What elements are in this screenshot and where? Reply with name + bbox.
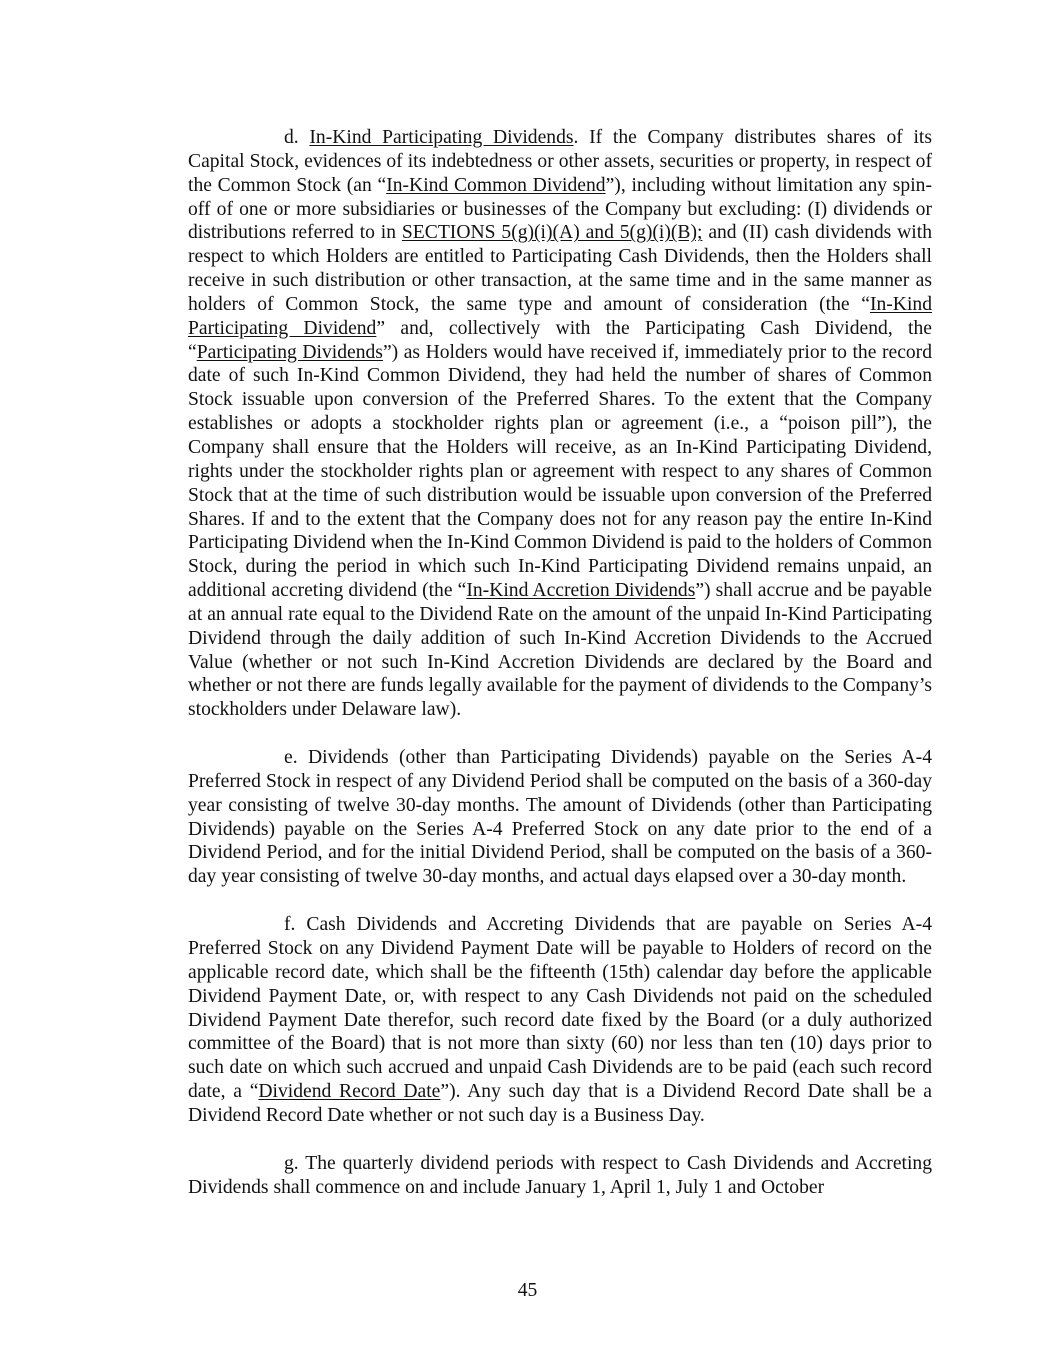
- paragraph-d-text-6: ”) shall accrue and be payable at an annual rate equal to the Dividend Rate on the amount of the unpaid In-Kind Participating Dividend through the daily addition of such In-Kind Accretion Dividends to the Accrued Value (whether or not such In-Kind Accretion Dividends are declared by the Board and whether or not there are funds legally available for the payment of dividends to the Company’s stockholders under Delaware law).: [188, 580, 932, 721]
- paragraph-gap: [188, 722, 932, 746]
- paragraph-g: g. The quarterly dividend periods with respect to Cash Dividends and Accreting Dividends shall commence on and include January 1, April 1, July 1 and October: [188, 1152, 932, 1198]
- paragraph-d-text-4: ” and, collectively with the Participating Cash Dividend, the “: [188, 317, 932, 363]
- paragraph-f-text-2: ”). Any such day that is a Dividend Record Date shall be a Dividend Record Date whether or not such day is a Business Day.: [188, 1081, 932, 1126]
- paragraph-d-text-2: ”), including without limitation any spin-off of one or more subsidiaries or businesses of the Company but excluding: (I) dividends or distributions referred to in: [188, 174, 932, 244]
- paragraph-f: [188, 913, 932, 1128]
- paragraph-f-text-1: f. Cash Dividends and Accreting Dividends that are payable on Series A-4 Preferred Stock on any Dividend Payment Date will be payable to Holders of record on the applicable record date, which shall be the fifteenth (15th) calendar day before the applicable Dividend Payment Date, or, with respect to any Cash Dividends not paid on the scheduled Dividend Payment Date therefor, such record date fixed by the Board (or a duly authorized committee of the Board) that is not more than sixty (60) nor less than ten (10) days prior to such date on which such accrued and unpaid Cash Dividends are to be paid (each such record date, a “: [188, 914, 932, 1103]
- paragraph-d-label: d.: [284, 127, 310, 148]
- defined-term-participating-dividends: Participating Dividends: [196, 341, 383, 363]
- defined-term-in-kind-common-dividend: In-Kind Common Dividend: [386, 174, 606, 196]
- paragraph-d-text-5: ”) as Holders would have received if, immediately prior to the record date of such In-Kind Common Dividend, they had held the number of shares of Common Stock issuable upon conversion of the Preferred Shares. To the extent that the Company establishes or adopts a stockholder rights plan or agreement (i.e., a “poison pill”), the Company shall ensure that the Holders will receive, as an In-Kind Participating Dividend, rights under the stockholder rights plan or agreement with respect to any shares of Common Stock that at the time of such distribution would be issuable upon conversion of the Preferred Shares. If and to the extent that the Company does not for any reason pay the entire In-Kind Participating Dividend when the In-Kind Common Dividend is paid to the holders of Common Stock, during the period in which such In-Kind Participating Dividend remains unpaid, an additional accreting dividend (the “: [188, 341, 933, 602]
- defined-term-in-kind-participating-dividend: In-Kind Participating Dividend: [188, 293, 932, 339]
- paragraph-d-heading: In-Kind Participating Dividends: [309, 127, 574, 148]
- paragraph-gap: [188, 1128, 932, 1152]
- paragraph-d-text-3: and (II) cash dividends with respect to which Holders are entitled to Participating Cash Dividends, then the Holders shall receive in such distribution or other transaction, at the same time and in the same manner as holders of Common Stock, the same type and amount of consideration (the “: [188, 222, 932, 315]
- section-reference: SECTIONS 5(g)(i)(A) and 5(g)(i)(B);: [401, 222, 703, 244]
- paragraph-gap: [188, 889, 932, 913]
- paragraph-d: [188, 126, 932, 722]
- document-body: [188, 126, 932, 1199]
- page-number: 45: [517, 1280, 538, 1301]
- defined-term-in-kind-accretion-dividends: In-Kind Accretion Dividends: [466, 580, 696, 602]
- paragraph-e: e. Dividends (other than Participating Dividends) payable on the Series A-4 Preferred Stock in respect of any Dividend Period shall be computed on the basis of a 360-day year consisting of twelve 30-day months. The amount of Dividends (other than Participating Dividends) payable on the Series A-4 Preferred Stock on any date prior to the end of a Dividend Period, and for the initial Dividend Period, shall be computed on the basis of a 360-day year consisting of twelve 30-day months, and actual days elapsed over a 30-day month.: [188, 747, 932, 888]
- defined-term-dividend-record-date: Dividend Record Date: [258, 1081, 441, 1103]
- paragraph-d-text-1: . If the Company distributes shares of its Capital Stock, evidences of its indebtedness or other assets, securities or property, in respect of the Common Stock (an “: [188, 127, 933, 196]
